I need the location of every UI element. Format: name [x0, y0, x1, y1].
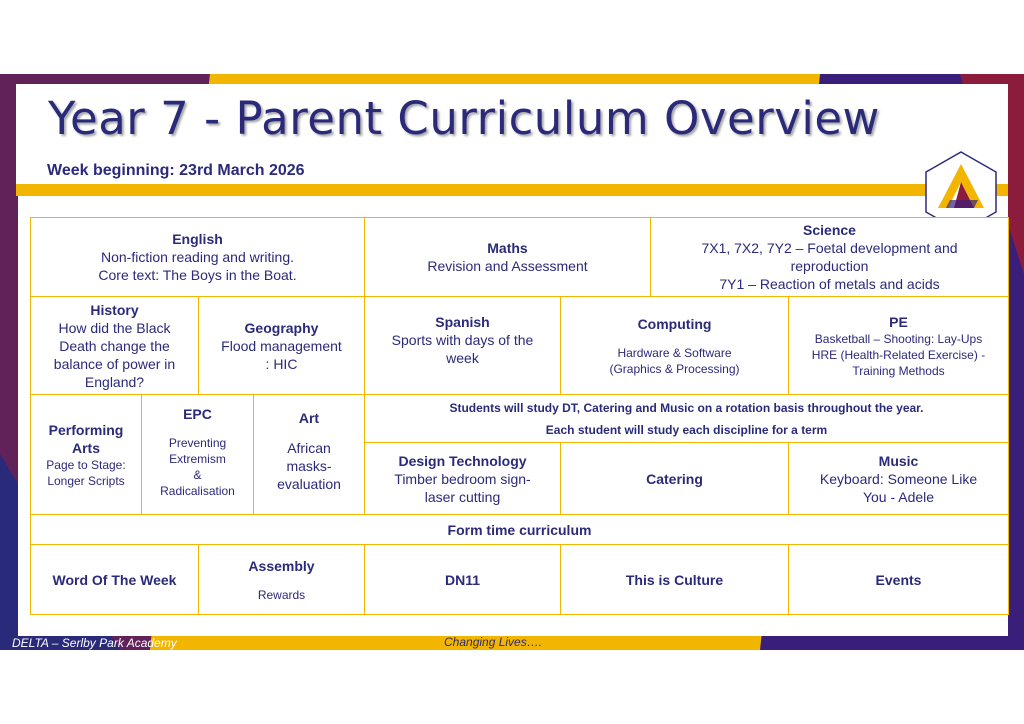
history-line3: balance of power in: [53, 355, 176, 372]
word-of-week-cell: [30, 544, 199, 615]
science-line2: reproduction: [790, 258, 869, 274]
history-cell: [30, 296, 199, 395]
geography-cell: [198, 296, 365, 395]
performing-arts-title2: Arts: [71, 439, 100, 456]
gold-strip: [16, 184, 1008, 196]
music-line1: Keyboard: Someone Like: [819, 470, 978, 487]
footer-right-text: Changing Lives….: [444, 635, 543, 649]
assembly-title: Assembly: [248, 557, 315, 574]
page-title: Year 7 - Parent Curriculum Overview: [48, 92, 880, 145]
epc-line2: Extremism: [169, 452, 226, 466]
epc-line3: &: [193, 468, 202, 482]
catering-title: Catering: [646, 470, 703, 487]
history-line2: Death change the: [59, 337, 170, 354]
art-cell: [253, 394, 365, 515]
history-title: History: [90, 301, 139, 318]
art-title: Art: [298, 410, 320, 426]
spanish-cell: [364, 296, 561, 395]
maths-title: Maths: [487, 240, 528, 256]
computing-line2: (Graphics & Processing): [609, 361, 740, 376]
maths-cell: [364, 217, 651, 297]
culture-title: This is Culture: [625, 571, 724, 588]
rotation-line1: Students will study DT, Catering and Music on a rotation basis throughout the year.: [449, 400, 924, 415]
art-line2: masks-: [286, 458, 332, 474]
word-of-week-title: Word Of The Week: [52, 571, 177, 588]
dn11-title: DN11: [444, 571, 481, 588]
geography-line2: : HIC: [265, 355, 298, 372]
science-cell: [650, 217, 1009, 297]
performing-arts-title1: Performing: [48, 421, 124, 438]
dn11-cell: [364, 544, 561, 615]
music-cell: [788, 442, 1009, 515]
geography-title: Geography: [244, 319, 319, 336]
spanish-title: Spanish: [435, 314, 490, 330]
art-line3: evaluation: [277, 476, 341, 492]
pe-title: PE: [889, 313, 908, 330]
design-technology-line1: Timber bedroom sign-: [394, 470, 531, 487]
assembly-line1: Rewards: [257, 587, 306, 602]
spanish-line2: week: [446, 350, 479, 366]
epc-line1: Preventing: [168, 436, 227, 450]
science-title: Science: [803, 222, 856, 238]
form-time-header-cell: [30, 514, 1009, 545]
rotation-info-cell: [364, 394, 1009, 443]
pe-line2: HRE (Health-Related Exercise) -: [811, 347, 986, 362]
culture-cell: [560, 544, 789, 615]
catering-cell: [560, 442, 789, 515]
design-technology-line2: laser cutting: [424, 488, 501, 505]
art-line1: African: [287, 440, 331, 456]
performing-arts-line1: Page to Stage:: [46, 457, 126, 472]
history-line4: England?: [84, 373, 145, 390]
events-title: Events: [875, 571, 922, 588]
performing-arts-line2: Longer Scripts: [47, 473, 125, 488]
computing-line1: Hardware & Software: [617, 345, 732, 360]
assembly-cell: [198, 544, 365, 615]
computing-title: Computing: [637, 315, 712, 332]
events-cell: [788, 544, 1009, 615]
epc-line4: Radicalisation: [160, 484, 235, 498]
pe-line3: Training Methods: [852, 363, 945, 378]
music-title: Music: [878, 452, 919, 469]
week-beginning: Week beginning: 23rd March 2026: [47, 162, 305, 179]
spanish-line1: Sports with days of the: [391, 332, 534, 348]
performing-arts-cell: [30, 394, 142, 515]
english-cell: [30, 217, 365, 297]
computing-cell: [560, 296, 789, 395]
rotation-line2: Each student will study each discipline for a term: [545, 422, 828, 437]
science-line1: 7X1, 7X2, 7Y2 – Foetal development and: [701, 240, 958, 256]
footer-left-text: DELTA – Serlby Park Academy: [12, 636, 177, 650]
english-line1: Non-fiction reading and writing.: [101, 249, 294, 265]
english-title: English: [172, 231, 223, 247]
pe-cell: [788, 296, 1009, 395]
form-time-title: Form time curriculum: [447, 521, 592, 538]
science-line3: 7Y1 – Reaction of metals and acids: [719, 276, 940, 292]
epc-title: EPC: [183, 406, 212, 422]
english-line2: Core text: The Boys in the Boat.: [98, 267, 297, 283]
design-technology-title: Design Technology: [398, 452, 527, 469]
maths-line1: Revision and Assessment: [427, 258, 588, 274]
design-technology-cell: [364, 442, 561, 515]
pe-line1: Basketball – Shooting: Lay-Ups: [814, 331, 983, 346]
music-line2: You - Adele: [862, 488, 935, 505]
geography-line1: Flood management: [221, 337, 342, 354]
epc-cell: [141, 394, 254, 515]
history-line1: How did the Black: [58, 319, 171, 336]
